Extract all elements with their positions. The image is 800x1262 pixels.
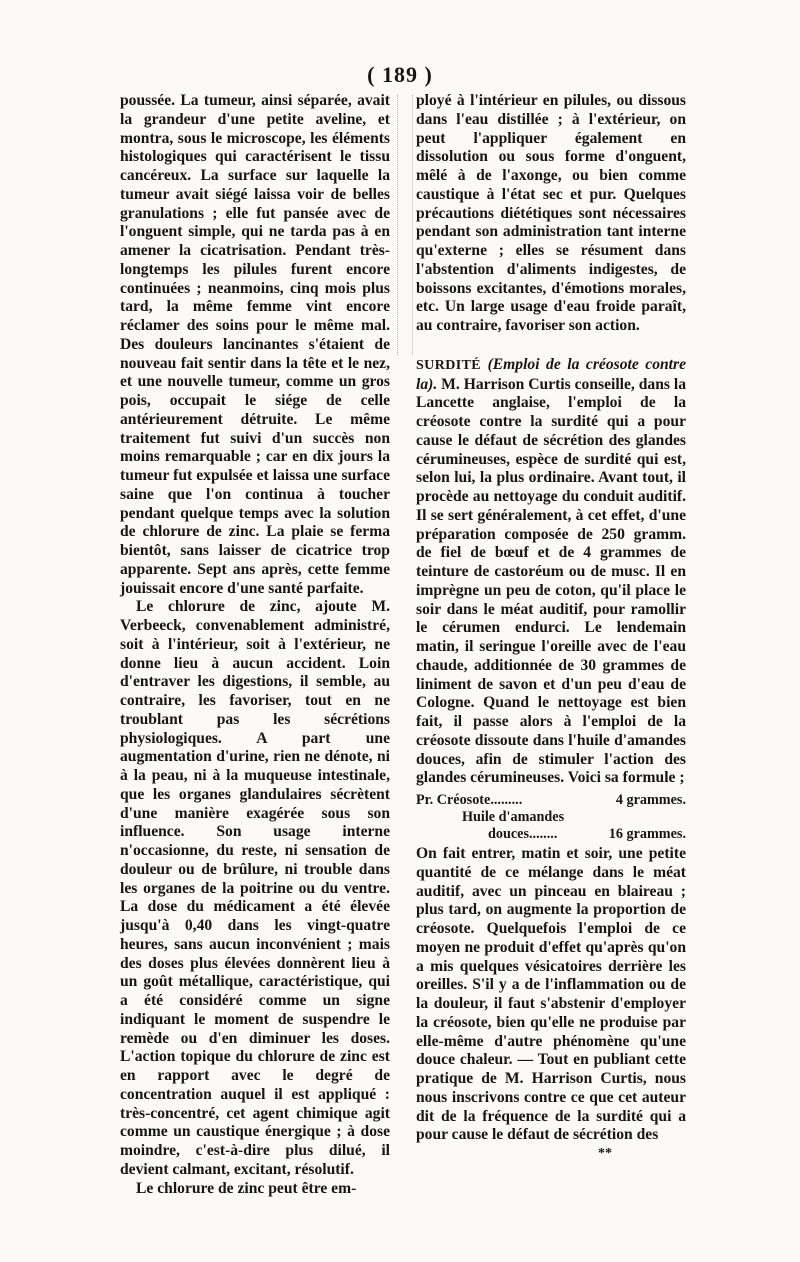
formula-ingredient: douces........ [488,826,558,842]
page-number: ( 189 ) [367,62,433,87]
paragraph-zinc-usage-continuation: ployé à l'intérieur en pilules, ou dissous dans l'eau distillée ; à l'extérieur, on peut l'appliquer également en dissolution ou sous forme d'onguent, mêlé à de l'axonge, ou bien comme caustique à l'état sec et pur. Quelques précautions diététiques sont nécessaires pendant son administration tant interne qu'externe ; elles se résument dans l'abstention d'aliments indigestes, de boissons excitantes, d'émotions morales, etc. Un large usage d'eau froide paraît, au contraire, favoriser son action. [416,92,686,334]
formula-line-oil [416,809,686,826]
formula-quantity: 16 grammes. [608,826,686,842]
prescription-formula [416,792,686,843]
signature-mark: ** [598,1146,612,1161]
formula-ingredient: Pr. Créosote......... [416,792,523,808]
formula-quantity: 4 grammes. [615,792,686,808]
paragraph-closing: On fait entrer, matin et soir, une petite quantité de ce mélange dans le méat auditif, avec un pinceau en blaireau ; plus tard, on augmente la proportion de créosote. Quelquefois l'emploi de ce moyen ne produit d'effet qu'après qu'on a mis quelques vésicatoires derrière les oreilles. S'il y a de l'inflammation ou de la douleur, il faut s'abstenir d'employer la créosote, bien qu'elle ne produise par elle-même d'autre phénomène qu'une douce chaleur. — Tout en publiant cette pratique de M. Harrison Curtis, nous nous inscrivons contre ce que cet auteur dit de la fréquence de la surdité qui a pour cause le défaut de sécrétion des [416,845,686,1144]
section-spacer [416,336,686,356]
paragraph-zinc-usage-start: Le chlorure de zinc peut être em- [136,1179,357,1197]
section-heading-subtitle: (Emploi de la créosote contre la). [416,355,686,393]
left-column [120,92,390,1198]
section-heading-title: SURDITÉ [416,357,488,373]
section-heading [416,356,686,788]
paragraph-zinc-chloride: Le chlorure de zinc, ajoute M. Verbeeck, convenablement administré, soit à l'intérieur, soit à l'extérieur, ne donne lieu à aucun accident. Loin d'entraver les digestions, il semble, au contraire, les favoriser, tout en ne troublant pas les sécrétions physiologiques. A part une augmentation d'urine, rien ne dénote, ni à la peau, ni à la muqueuse intestinale, que les organes glandulaires sécrètent d'une manière exagérée sous son influence. Son usage interne n'occasionne, du reste, ni sensation de douleur ou de brûlure, ni trouble dans les organes de la poitrine ou du ventre. La dose du médicament a été élevée jusqu'à 0,40 dans les vingt-quatre heures, sans aucun inconvénient ; mais des doses plus élevées donnèrent lieu à un goût métallique, caractéristique, qui a été considéré comme un signe indiquant le moment de suspendre le remède ou d'en diminuer les doses. L'action topique du chlorure de zinc est en rapport avec le degré de concentration auquel il est appliqué : très-concentré, cet agent chimique agit comme un caustique énergique ; à dose moindre, c'est-à-dire plus dilué, il devient calmant, excitant, résolutif. [120,598,390,1178]
formula-line-sweet [416,826,686,843]
binding-gutter [397,95,413,355]
formula-ingredient: Huile d'amandes [462,809,565,825]
paragraph-case-continuation: poussée. La tumeur, ainsi séparée, avait la grandeur d'une petite aveline, et montra, sous le microscope, les éléments histologiques qui caractérisent le tissu cancéreux. La surface sur laquelle la tumeur avait siégé laissa voir de belles granulations ; elle fut pansée avec de l'onguent simple, qui ne tarda pas à en amener la cicatrisation. Pendant très-longtemps les pilules furent encore continuées ; neanmoins, cinq mois plus tard, la même femme vint encore réclamer des soins pour le même mal. Des douleurs lancinantes s'étaient de nouveau fait sentir dans la tête et le nez, et une nouvelle tumeur, comme un gros pois, occupait le siége de celle antérieurement détruite. Le même traitement fut suivi d'un succès non moins remarquable ; car en dix jours la tumeur fut expulsée et laissa une surface saine que l'on continua à toucher pendant quelque temps avec la solution de chlorure de zinc. La plaie se ferma bientôt, sans laisser de cicatrice trop apparente. Sept ans après, cette femme jouissait encore d'une santé parfaite. [120,92,390,597]
right-column [416,92,686,1145]
formula-line-creosote [416,792,686,809]
section-body: M. Harrison Curtis conseille, dans la Lancette anglaise, l'emploi de la créosote contre la surdité qui a pour cause le défaut de sécrétion des glandes cérumineuses, espèce de surdité qui est, selon lui, la plus ordinaire. Avant tout, il procède au nettoyage du conduit auditif. Il se sert généralement, à cet effet, d'une préparation composée de 250 gramm. de fiel de bœuf et de 4 grammes de teinture de castoréum ou de musc. Il en imprègne un peu de coton, qu'il place le soir dans le méat auditif, pour ramollir le cérumen endurci. Le lendemain matin, il seringue l'oreille avec de l'eau chaude, additionnée de 30 grammes de liniment de savon et d'un peu d'eau de Cologne. Quand le nettoyage est bien fait, il passe alors à l'emploi de la créosote dissoute dans l'huile d'amandes douces, afin de stimuler l'action des glandes cérumineuses. Voici sa formule ; [416,375,687,787]
